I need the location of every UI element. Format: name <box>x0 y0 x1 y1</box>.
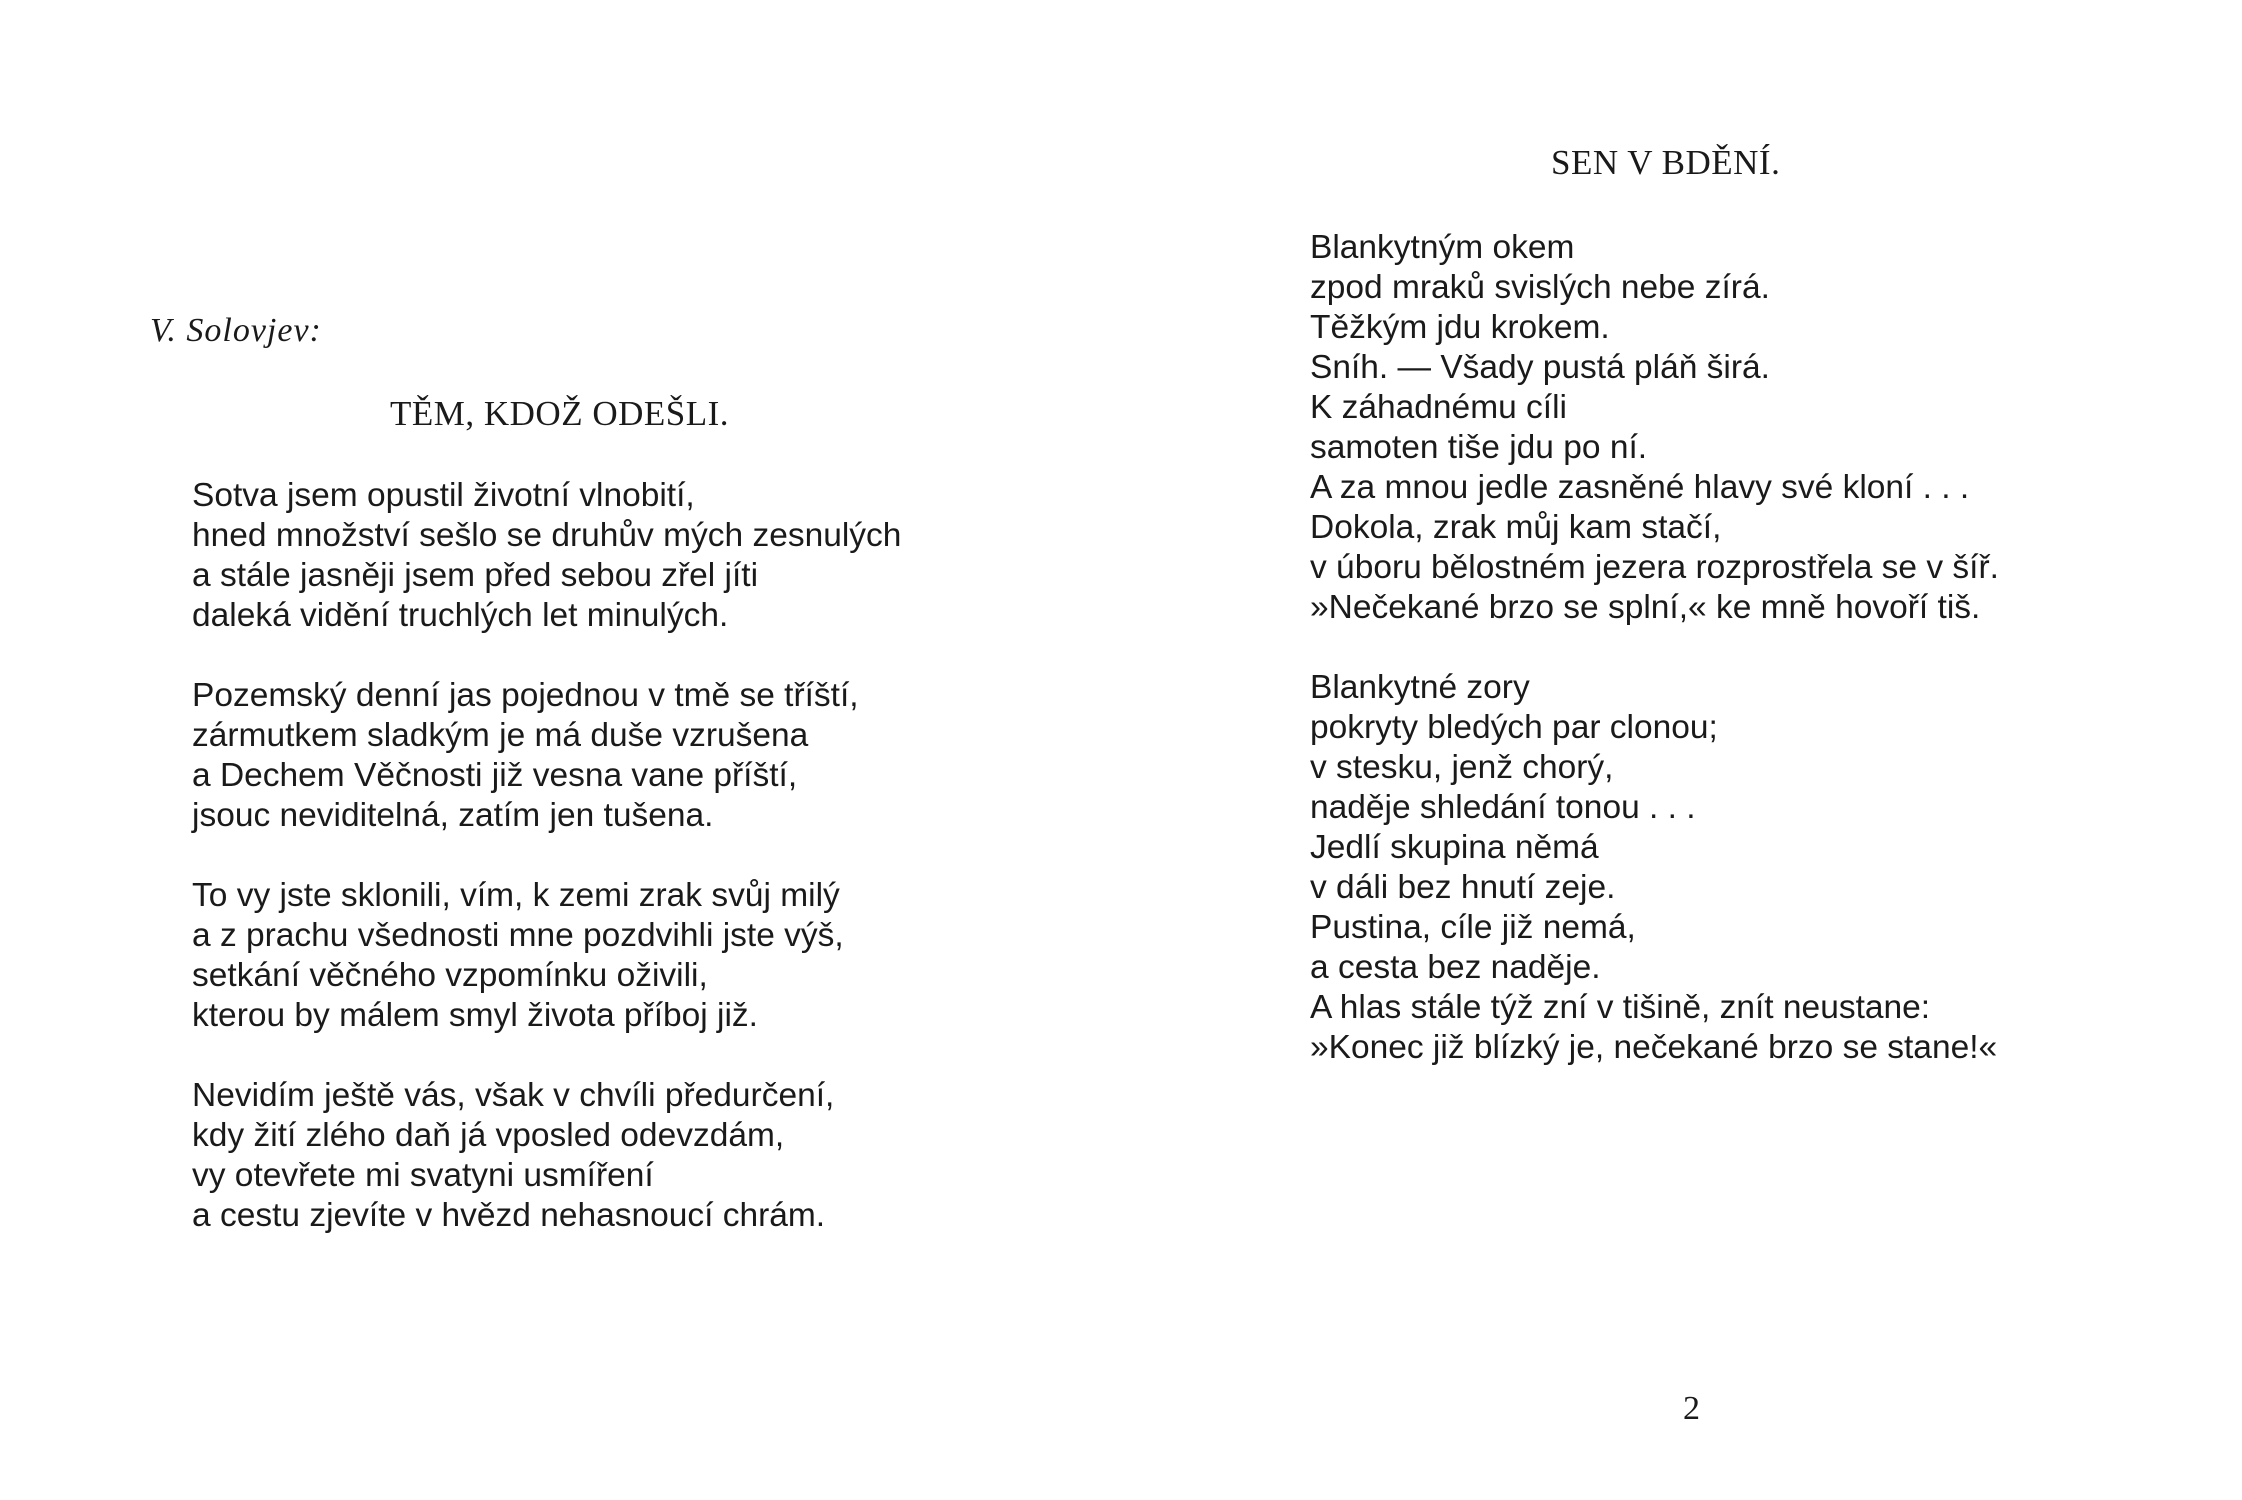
verse-line: Sníh. — Všady pustá pláň širá. <box>1310 349 1770 386</box>
poem-title-right: SEN V BDĚNÍ. <box>1551 143 1781 182</box>
verse-line: zármutkem sladkým je má duše vzrušena <box>192 717 809 754</box>
verse-line: pokryty bledých par clonou; <box>1310 709 1718 746</box>
poem-body-left <box>192 476 901 1236</box>
verse-line: zpod mraků svislých nebe zírá. <box>1310 269 1770 306</box>
verse-line: a cestu zjevíte v hvězd nehasnoucí chrám. <box>192 1197 826 1234</box>
right-page <box>1121 0 2242 1500</box>
verse-line: a stále jasněji jsem před sebou zřel jíti <box>192 557 759 594</box>
verse-line: a cesta bez naděje. <box>1310 949 1601 986</box>
verse-line: A za mnou jedle zasněné hlavy své kloní . . . <box>1310 469 1970 506</box>
poem-title-left: TĚM, KDOŽ ODEŠLI. <box>390 394 730 433</box>
verse-line: v dáli bez hnutí zeje. <box>1310 869 1616 906</box>
verse-line: Těžkým jdu krokem. <box>1310 309 1610 346</box>
verse-line: daleká vidění truchlých let minulých. <box>192 597 729 634</box>
verse-line: hned množství sešlo se druhův mých zesnulých <box>192 517 902 554</box>
stanza <box>1310 668 1999 1068</box>
page-number: 2 <box>1683 1390 1700 1427</box>
verse-line: »Konec již blízký je, nečekané brzo se stane!« <box>1310 1029 1998 1066</box>
verse-line: vy otevřete mi svatyni usmíření <box>192 1157 654 1194</box>
verse-line: kterou by málem smyl života příboj již. <box>192 997 758 1034</box>
stanza <box>192 1076 901 1236</box>
verse-line: kdy žití zlého daň já vposled odevzdám, <box>192 1117 785 1154</box>
verse-line: naděje shledání tonou . . . <box>1310 789 1696 826</box>
stanza <box>1310 228 1999 628</box>
verse-line: Dokola, zrak můj kam stačí, <box>1310 509 1722 546</box>
verse-line: Pustina, cíle již nemá, <box>1310 909 1636 946</box>
stanza <box>192 676 901 836</box>
verse-line: Pozemský denní jas pojednou v tmě se tříští, <box>192 677 859 714</box>
verse-line: K záhadnému cíli <box>1310 389 1567 426</box>
stanza <box>192 476 901 636</box>
verse-line: Sotva jsem opustil životní vlnobití, <box>192 477 695 514</box>
verse-line: A hlas stále týž zní v tišině, znít neustane: <box>1310 989 1931 1026</box>
verse-line: v stesku, jenž chorý, <box>1310 749 1614 786</box>
verse-line: Blankytným okem <box>1310 229 1575 266</box>
poem-author: V. Solovjev: <box>150 312 322 349</box>
verse-line: jsouc neviditelná, zatím jen tušena. <box>192 797 714 834</box>
verse-line: Nevidím ještě vás, však v chvíli předurčení, <box>192 1077 835 1114</box>
verse-line: a Dechem Věčnosti již vesna vane příští, <box>192 757 798 794</box>
verse-line: Blankytné zory <box>1310 669 1530 706</box>
verse-line: »Nečekané brzo se splní,« ke mně hovoří tiš. <box>1310 589 1981 626</box>
verse-line: samoten tiše jdu po ní. <box>1310 429 1648 466</box>
verse-line: Jedlí skupina němá <box>1310 829 1599 866</box>
verse-line: setkání věčného vzpomínku oživili, <box>192 957 708 994</box>
stanza <box>192 876 901 1036</box>
verse-line: v úboru bělostném jezera rozprostřela se v šíř. <box>1310 549 1999 586</box>
poem-body-right <box>1310 228 1999 1068</box>
verse-line: a z prachu všednosti mne pozdvihli jste výš, <box>192 917 844 954</box>
verse-line: To vy jste sklonili, vím, k zemi zrak svůj milý <box>192 877 840 914</box>
